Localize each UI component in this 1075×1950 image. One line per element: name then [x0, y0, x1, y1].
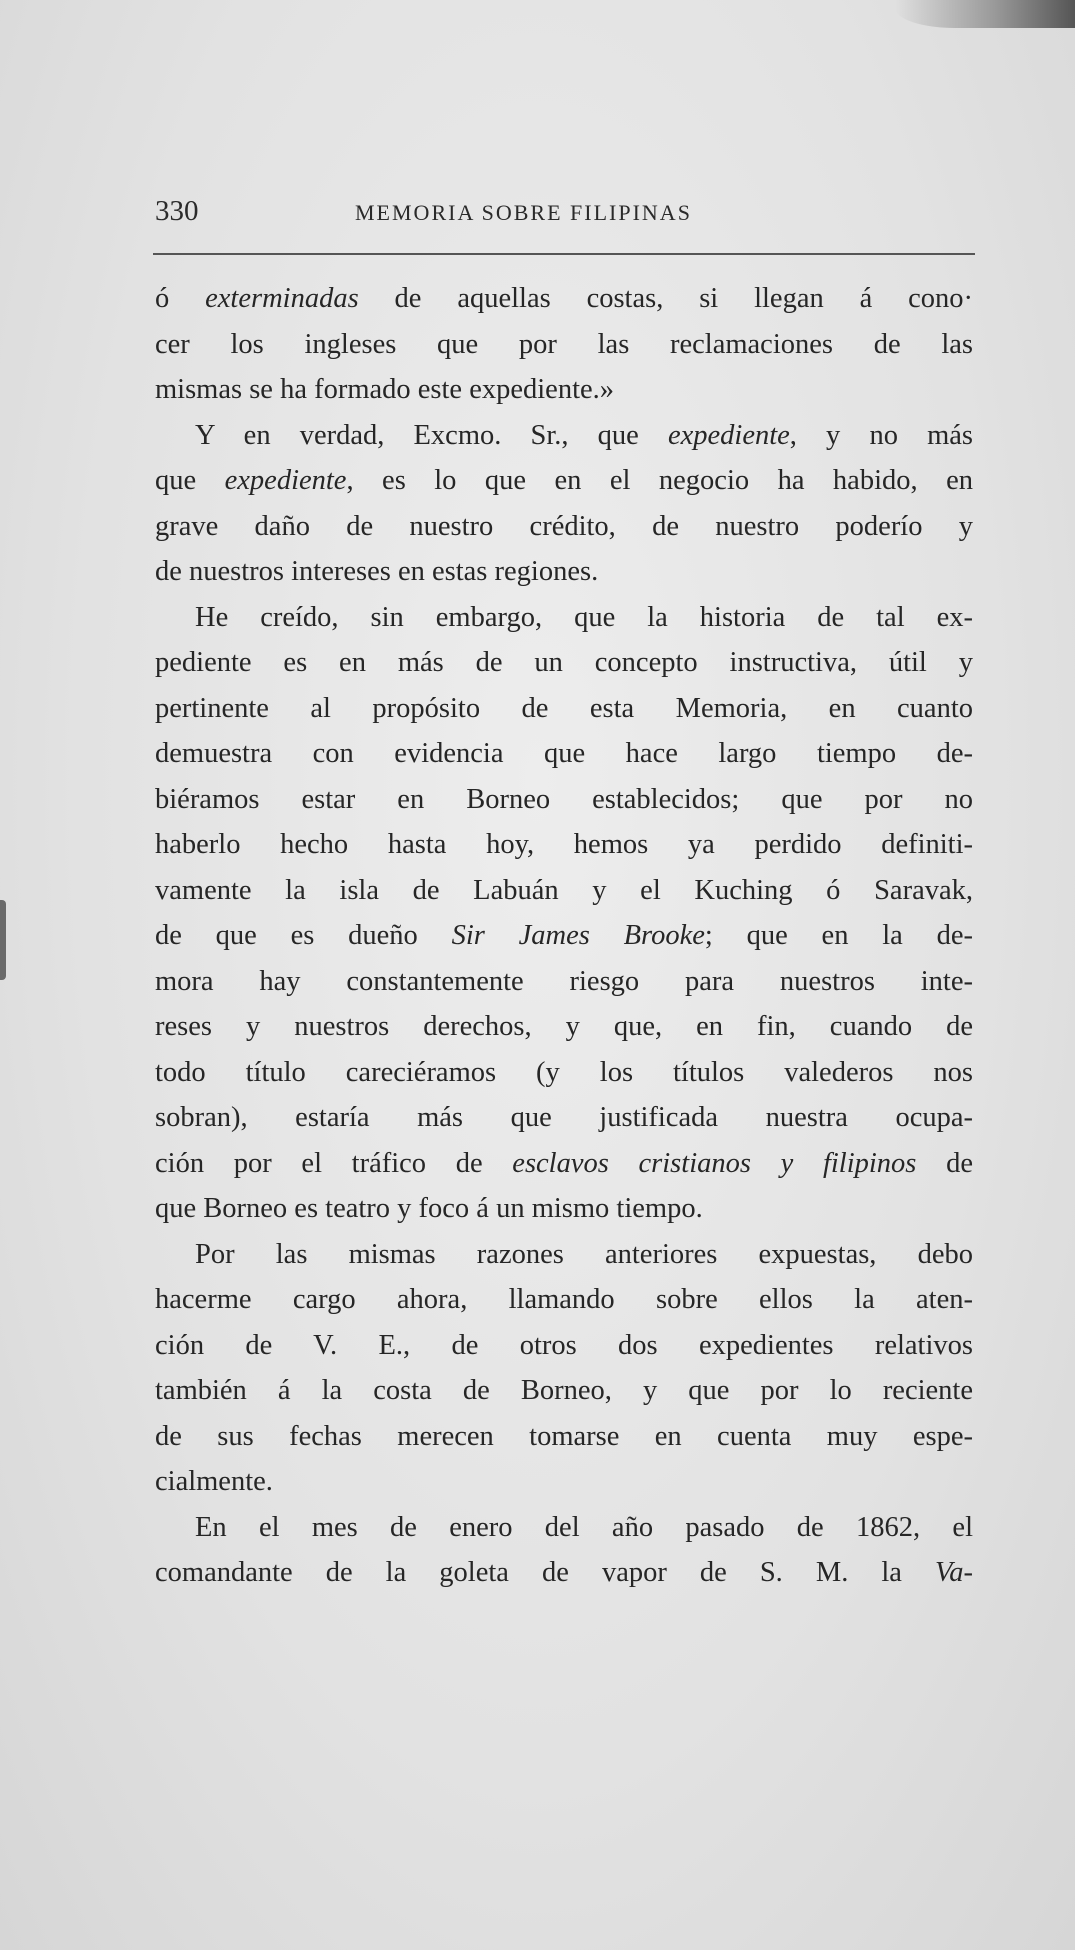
running-title: MEMORIA SOBRE FILIPINAS — [355, 200, 692, 225]
binding-smudge — [0, 900, 6, 980]
text-line: vamente la isla de Labuán y el Kuching ó Saravak, — [155, 874, 973, 906]
text-line: que Borneo es teatro y foco á un mismo tiempo. — [155, 1193, 703, 1224]
text-line: cialmente. — [155, 1466, 273, 1497]
text-line: sobran), estaría más que justificada nuestra ocupa- — [155, 1102, 973, 1133]
text-line: mora hay constantemente riesgo para nuestros inte- — [155, 965, 973, 997]
italic-text: Va- — [935, 1557, 973, 1588]
italic-text: esclavos cristianos y filipinos — [512, 1147, 917, 1179]
text-line: pediente es en más de un concepto instructiva, útil y — [155, 647, 973, 678]
text-line: cer los ingleses que por las reclamaciones de las — [155, 328, 973, 360]
italic-text: expediente — [667, 419, 790, 451]
text-line: haberlo hecho hasta hoy, hemos ya perdido definiti- — [155, 829, 973, 860]
text-line: ción por el tráfico de esclavos cristianos y filipinos de — [155, 1147, 973, 1179]
body-text — [155, 276, 973, 1596]
text-line: demuestra con evidencia que hace largo tiempo de- — [155, 738, 973, 769]
text-line: todo título careciéramos (y los títulos valederos nos — [155, 1056, 973, 1088]
text-line: He creído, sin embargo, que la historia de tal ex- — [195, 601, 973, 633]
text-line: biéramos estar en Borneo establecidos; que por no — [155, 783, 973, 815]
italic-text: exterminadas — [205, 283, 359, 314]
header-rule — [153, 253, 975, 255]
page-number: 330 — [155, 195, 199, 227]
text-line: comandante de la goleta de vapor de S. M. la Va- — [155, 1557, 973, 1588]
text-line: pertinente al propósito de esta Memoria, en cuanto — [155, 692, 973, 724]
text-line: de nuestros intereses en estas regiones. — [155, 556, 599, 587]
text-line: grave daño de nuestro crédito, de nuestro poderío y — [155, 510, 973, 542]
text-line: también á la costa de Borneo, y que por lo reciente — [155, 1375, 973, 1406]
text-line: En el mes de enero del año pasado de 1862, el — [195, 1511, 973, 1543]
page-header — [155, 195, 975, 235]
text-line: de que es dueño Sir James Brooke; que en la de- — [155, 920, 973, 951]
text-line: Por las mismas razones anteriores expuestas, debo — [195, 1238, 973, 1270]
italic-text: Sir James Brooke — [451, 920, 705, 951]
text-line: ó exterminadas de aquellas costas, si llegan á cono· — [155, 283, 973, 314]
text-line: reses y nuestros derechos, y que, en fin, cuando de — [155, 1011, 973, 1042]
text-line: ción de V. E., de otros dos expedientes relativos — [155, 1329, 973, 1361]
text-line: Y en verdad, Excmo. Sr., que expediente, y no más — [195, 419, 973, 451]
page-corner-shadow — [895, 0, 1075, 28]
text-line: hacerme cargo ahora, llamando sobre ellos la aten- — [155, 1284, 973, 1315]
text-line: de sus fechas merecen tomarse en cuenta muy espe- — [155, 1420, 973, 1452]
text-line: mismas se ha formado este expediente.» — [155, 374, 615, 405]
italic-text: expediente — [224, 465, 347, 496]
text-line: que expediente, es lo que en el negocio ha habido, en — [155, 465, 973, 496]
